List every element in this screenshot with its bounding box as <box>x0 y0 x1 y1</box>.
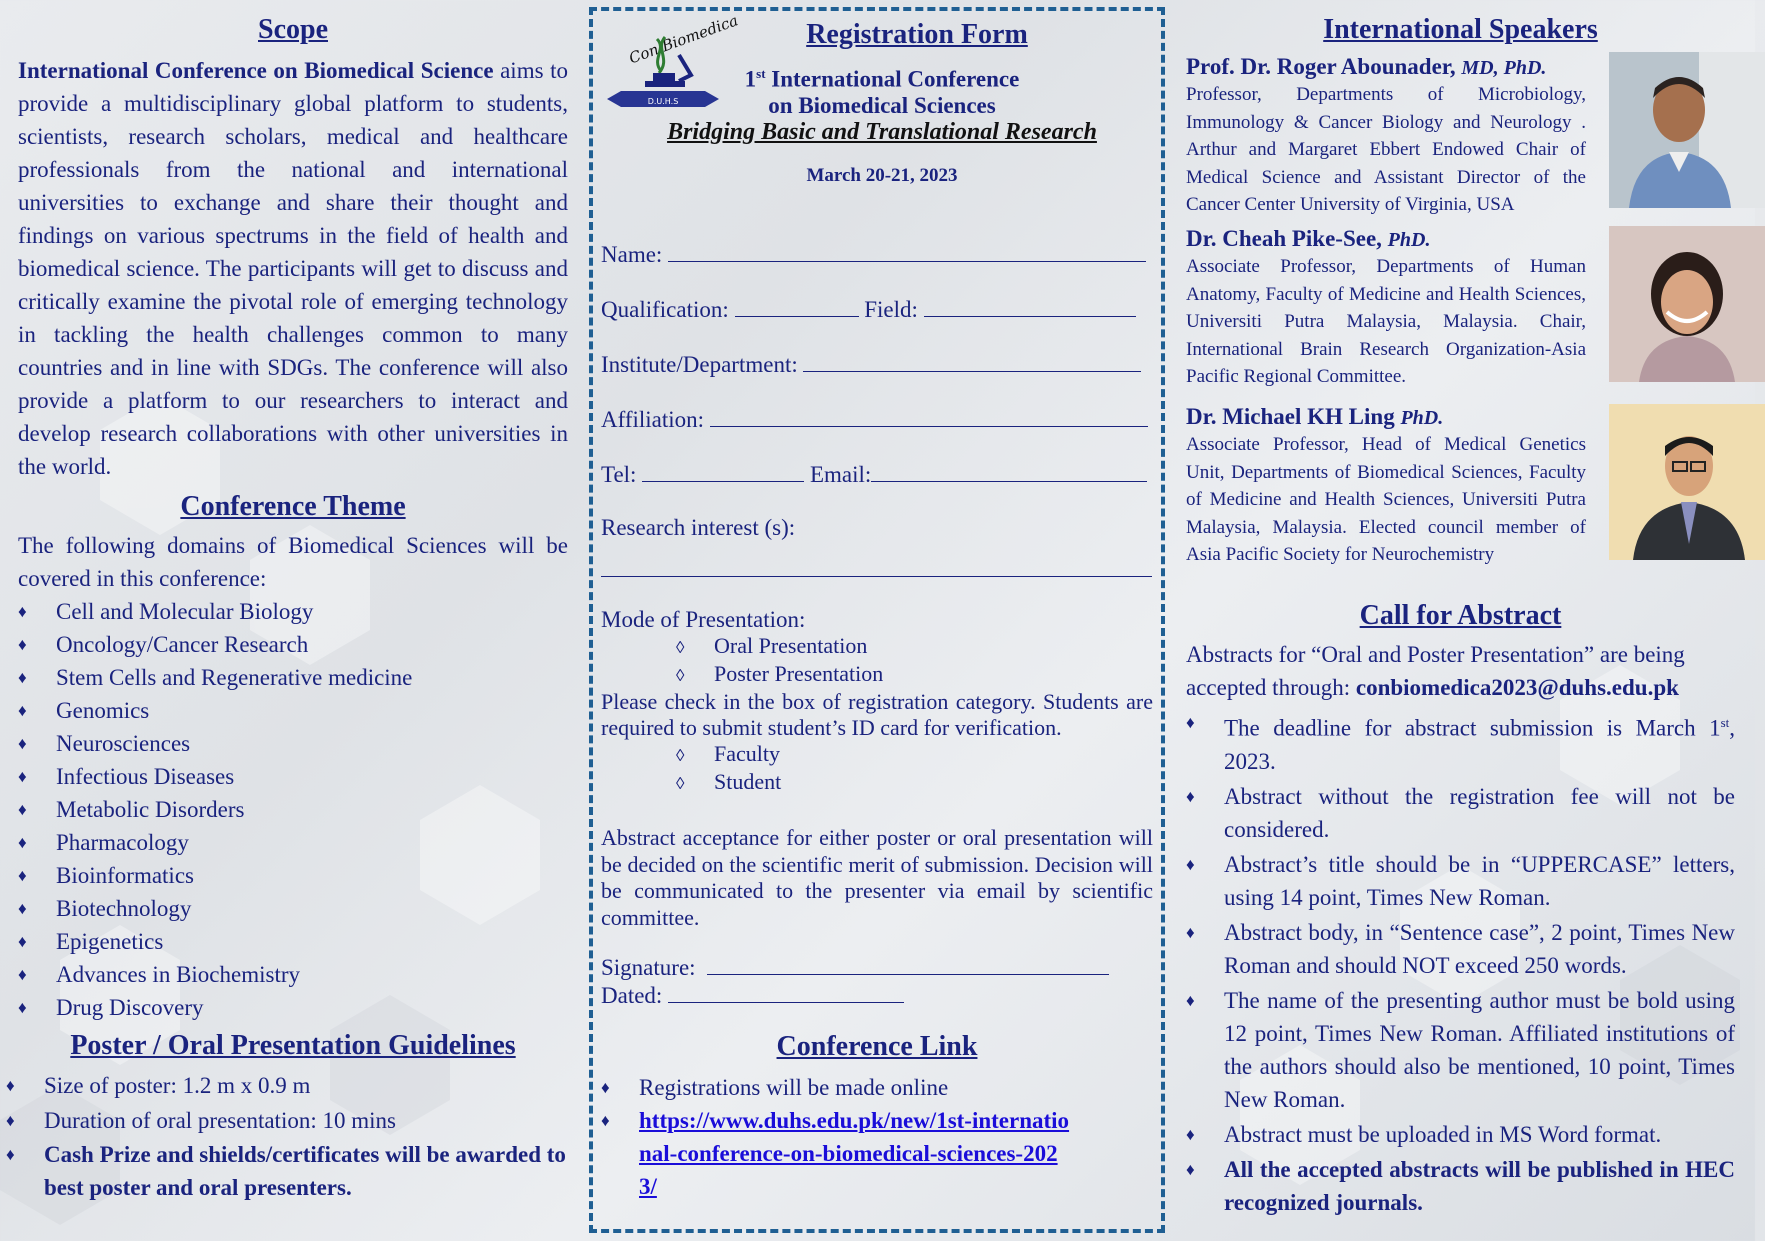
speaker-name: Dr. Michael KH Ling PhD. <box>1186 404 1444 429</box>
list-item: ♦ The name of the presenting author must be bold using 12 point, Times New Roman. Affiliated institutions of the authors should also be mentioned, 10 point, Times New Roman. <box>1186 984 1735 1116</box>
list-item: ♦ Stem Cells and Regenerative medicine <box>18 661 568 694</box>
list-item: ♦ All the accepted abstracts will be published in HEC recognized journals. <box>1186 1153 1735 1219</box>
option-label: Oral Presentation <box>714 633 868 658</box>
scope-paragraph <box>18 54 568 483</box>
conference-date: March 20-21, 2023 <box>806 164 958 186</box>
name-field[interactable] <box>601 240 1153 268</box>
contact-row <box>601 460 1153 488</box>
mode-option-poster[interactable] <box>601 661 1153 689</box>
conf-line2: on Biomedical Sciences <box>768 92 996 118</box>
qualification-row <box>601 295 1153 323</box>
dated-input[interactable] <box>668 981 904 1003</box>
option-label: Poster Presentation <box>714 661 884 686</box>
category-option-faculty[interactable] <box>601 741 1153 769</box>
list-item: ♦ Bioinformatics <box>18 859 568 892</box>
tel-input[interactable] <box>642 460 804 482</box>
list-item: ♦ Abstract without the registration fee will not be considered. <box>1186 780 1735 846</box>
email-label: Email: <box>809 462 872 487</box>
list-item: ♦ The deadline for abstract submission is March 1st, 2023. <box>1186 706 1735 778</box>
abstract-intro: Abstracts for “Oral and Poster Presentation” are being accepted through: conbiomedica2023@duhs.edu.pk <box>1186 642 1685 700</box>
list-item: ♦ Pharmacology <box>18 826 568 859</box>
speaker-name: Dr. Cheah Pike-See, PhD. <box>1186 226 1431 251</box>
list-item: ♦ Advances in Biochemistry <box>18 958 568 991</box>
logo-text: Con Biomedica <box>626 11 741 68</box>
affiliation-label: Affiliation: <box>601 407 705 432</box>
list-item: ♦ Registrations will be made online <box>601 1071 1153 1104</box>
list-item <box>601 1104 1153 1203</box>
name-label: Name: <box>601 242 663 267</box>
field-input[interactable] <box>924 295 1136 317</box>
signature-input[interactable] <box>707 953 1109 975</box>
option-diamond-icon: ◊ <box>676 638 685 657</box>
name-input[interactable] <box>668 240 1146 262</box>
option-diamond-icon: ◊ <box>676 666 685 685</box>
option-diamond-icon: ◊ <box>676 746 685 765</box>
affiliation-field <box>601 405 1153 433</box>
institute-label: Institute/Department: <box>601 352 798 377</box>
signature-field <box>601 953 1153 981</box>
theme-intro: The following domains of Biomedical Sciences will be covered in this conference: <box>18 533 568 591</box>
list-item: ♦ Infectious Diseases <box>18 760 568 793</box>
list-item: ♦ Neurosciences <box>18 727 568 760</box>
mode-label: Mode of Presentation: <box>601 607 806 632</box>
guidelines-title: Poster / Oral Presentation Guidelines <box>70 1030 516 1061</box>
dated-field <box>601 981 1153 1009</box>
registration-form <box>589 7 1165 1233</box>
institute-field <box>601 350 1153 378</box>
abstract-title: Call for Abstract <box>1359 600 1562 631</box>
abstract-email: conbiomedica2023@duhs.edu.pk <box>1355 675 1679 700</box>
research-field <box>601 555 1153 583</box>
registration-link[interactable]: ♦ https://www.duhs.edu.pk/new/1st-international-conference-on-biomedical-sciences-2023/ <box>639 1108 1070 1199</box>
speaker-photo <box>1609 404 1765 560</box>
conbiomedica-logo <box>605 11 741 115</box>
list-item: ♦ Drug Discovery <box>18 991 568 1024</box>
speaker-desc: Professor, Departments of Microbiology, Immunology & Cancer Biology and Neurology . Arthur and Margaret Ebbert Endowed Chair of Medical Science and Assistant Director of the Cancer Center University of Virginia, USA <box>1186 84 1586 215</box>
list-item: ♦ Abstract must be uploaded in MS Word format. <box>1186 1118 1735 1151</box>
speaker-card <box>1186 404 1735 600</box>
conf-number: 1 <box>744 66 757 92</box>
option-label: Student <box>714 769 782 794</box>
option-diamond-icon: ◊ <box>676 774 685 793</box>
institute-input[interactable] <box>803 350 1141 372</box>
signature-label: Signature: <box>601 955 696 980</box>
affiliation-input[interactable] <box>710 405 1148 427</box>
guidelines-list <box>6 1068 568 1204</box>
scope-text: aims to provide a multidisciplinary global platform to students, scientists, research scholars, medical and healthcare professionals from the national and international universities to exchange and share their thought and findings on various spectrums in the field of health and biomedical science. The participants will get to discuss and critically examine the pivotal role of emerging technology in tackling the health challenges common to many countries and in line with SDGs. The conference will also provide a platform to our researchers to interact and develop research collaborations with other universities in the world. <box>18 58 568 479</box>
list-item: ♦ Abstract body, in “Sentence case”, 2 point, Times New Roman and should NOT exceed 250 words. <box>1186 916 1735 982</box>
list-item: ♦ Metabolic Disorders <box>18 793 568 826</box>
tel-label: Tel: <box>601 462 637 487</box>
form-header <box>601 11 1153 206</box>
logo-sub: D.U.H.S <box>647 97 679 106</box>
list-item: ♦ Biotechnology <box>18 892 568 925</box>
list-item: ♦ Cell and Molecular Biology <box>18 595 568 628</box>
category-option-student[interactable] <box>601 769 1153 797</box>
list-item: ♦ Cash Prize and shields/certificates will be awarded to best poster and oral presenters. <box>6 1138 568 1204</box>
speaker-photo <box>1609 52 1765 208</box>
research-label: Research interest (s): <box>601 515 796 540</box>
research-input[interactable] <box>601 555 1152 577</box>
speaker-card <box>1186 226 1735 398</box>
theme-list <box>18 595 568 1024</box>
list-item: ♦ Duration of oral presentation: 10 mins <box>6 1103 568 1138</box>
conference-link-list <box>601 1071 1153 1203</box>
field-label: Field: <box>864 297 918 322</box>
list-item: ♦ Genomics <box>18 694 568 727</box>
option-label: Faculty <box>714 741 780 766</box>
theme-title: Conference Theme <box>180 491 406 522</box>
acceptance-note: Abstract acceptance for either poster or oral presentation will be decided on the scientific merit of submission. Decision will be communicated to the presenter via email by scientific committee. <box>601 825 1153 930</box>
conf-sup: st <box>756 66 766 81</box>
tagline: Bridging Basic and Translational Research <box>667 118 1097 145</box>
conf-line1: International Conference <box>771 66 1020 92</box>
speaker-desc: Associate Professor, Head of Medical Genetics Unit, Departments of Biomedical Sciences, Faculty of Medicine and Health Sciences, Universiti Putra Malaysia, Malaysia. Elected council member of Asia Pacific Society for Neurochemistry <box>1186 434 1586 565</box>
scope-lead: International Conference on Biomedical Science <box>18 58 494 83</box>
category-note: Please check in the box of registration category. Students are required to submit student’s ID card for verification. <box>601 689 1153 740</box>
speaker-name: Prof. Dr. Roger Abounader, MD, PhD. <box>1186 54 1547 79</box>
speaker-card <box>1186 54 1735 220</box>
right-column <box>1186 0 1735 1219</box>
qualification-label: Qualification: <box>601 297 729 322</box>
left-column <box>18 0 568 1204</box>
speaker-photo <box>1609 226 1765 382</box>
dated-label: Dated: <box>601 983 663 1008</box>
mode-option-oral[interactable] <box>601 633 1153 661</box>
abstract-list <box>1186 706 1735 1219</box>
speakers-title: International Speakers <box>1323 14 1598 45</box>
qualification-input[interactable] <box>735 295 859 317</box>
form-title: Registration Form <box>806 19 1028 50</box>
email-input[interactable] <box>871 460 1147 482</box>
list-item: ♦ Abstract’s title should be in “UPPERCASE” letters, using 14 point, Times New Roman. <box>1186 848 1735 914</box>
conference-link-title: Conference Link <box>776 1031 978 1062</box>
list-item: ♦ Size of poster: 1.2 m x 0.9 m <box>6 1068 568 1103</box>
list-item: ♦ Oncology/Cancer Research <box>18 628 568 661</box>
speaker-desc: Associate Professor, Departments of Human Anatomy, Faculty of Medicine and Health Sciences, Universiti Putra Malaysia, Malaysia. Chair, International Brain Research Organization-Asia Pacific Regional Committee. <box>1186 256 1586 387</box>
scope-title: Scope <box>258 14 328 45</box>
list-item: ♦ Epigenetics <box>18 925 568 958</box>
